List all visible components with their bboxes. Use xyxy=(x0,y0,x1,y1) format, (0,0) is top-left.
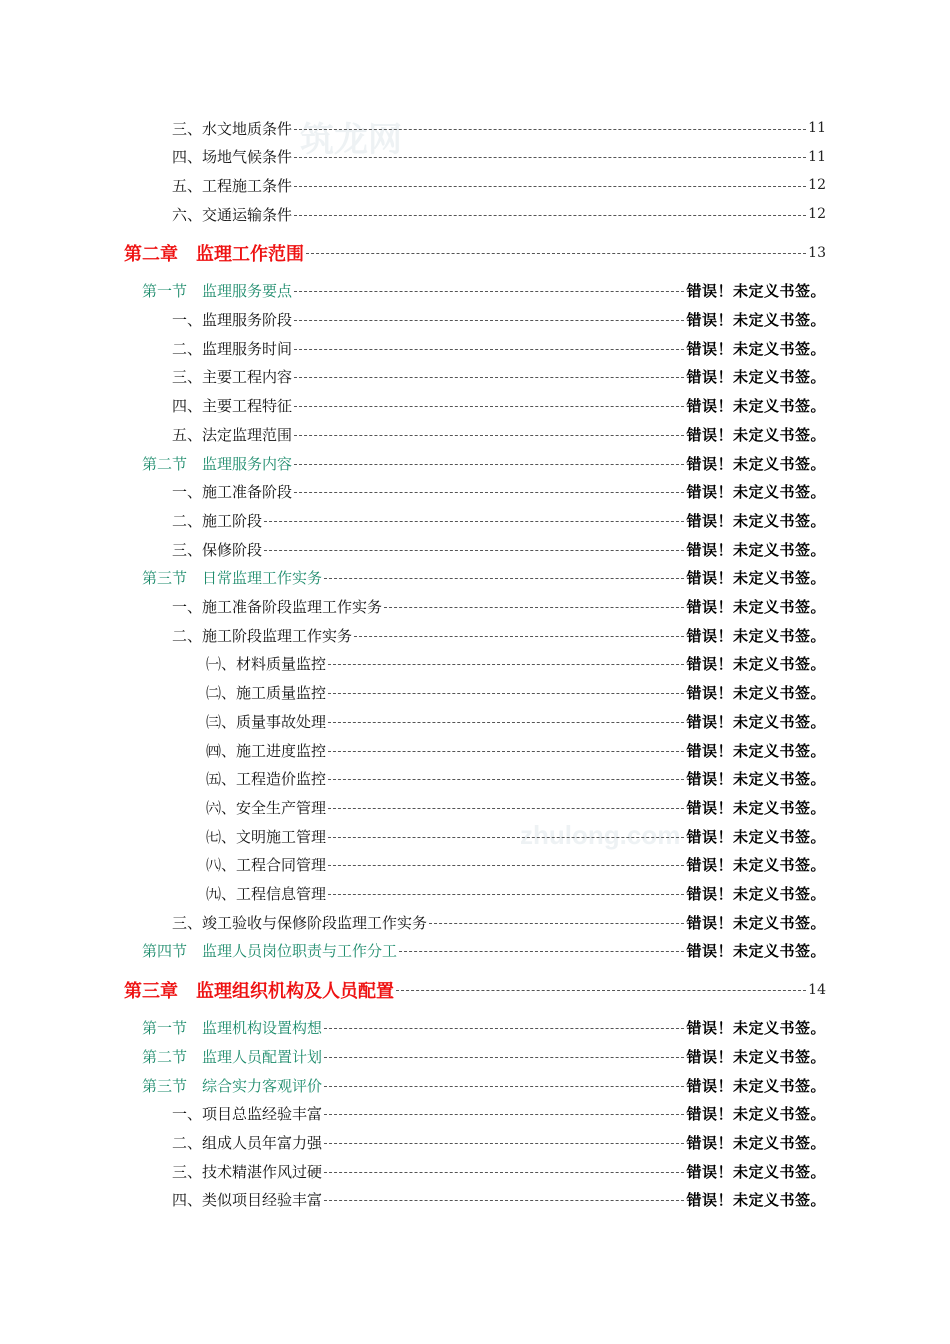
toc-entry[interactable] xyxy=(172,306,826,334)
toc-entry-title: ㈥、安全生产管理 xyxy=(206,798,327,817)
bookmark-error: 错误！未定义书签。 xyxy=(686,540,826,559)
toc-entry-title: 第三章 监理组织机构及人员配置 xyxy=(124,980,394,1002)
toc-entry-title: 三、保修阶段 xyxy=(172,540,263,559)
dot-leader xyxy=(294,492,684,493)
bookmark-error: 错误！未定义书签。 xyxy=(686,1047,826,1066)
dot-leader xyxy=(324,1143,684,1144)
bookmark-error: 错误！未定义书签。 xyxy=(686,1076,826,1095)
dot-leader xyxy=(294,129,806,130)
page-number: 12 xyxy=(808,206,826,223)
toc-entry[interactable] xyxy=(172,1157,826,1185)
bookmark-error: 错误！未定义书签。 xyxy=(686,655,826,674)
dot-leader xyxy=(328,722,684,723)
toc-entry[interactable] xyxy=(172,1186,826,1214)
toc-entry[interactable] xyxy=(206,679,826,707)
toc-entry-title: 三、技术精湛作风过硬 xyxy=(172,1162,323,1181)
toc-entry[interactable] xyxy=(172,334,826,362)
toc-entry[interactable] xyxy=(206,851,826,879)
dot-leader xyxy=(328,779,684,780)
toc-entry[interactable] xyxy=(172,200,826,228)
page-number: 12 xyxy=(808,177,826,194)
watermark-logo: 筑龙网 xyxy=(300,121,402,159)
bookmark-error: 错误！未定义书签。 xyxy=(686,454,826,473)
toc-entry[interactable] xyxy=(142,937,826,965)
dot-leader xyxy=(324,1086,684,1087)
bookmark-error: 错误！未定义书签。 xyxy=(686,1162,826,1181)
bookmark-error: 错误！未定义书签。 xyxy=(686,339,826,358)
toc-entry-title: 三、水文地质条件 xyxy=(172,119,293,138)
bookmark-error: 错误！未定义书签。 xyxy=(686,483,826,502)
toc-entry[interactable] xyxy=(206,822,826,850)
bookmark-error: 错误！未定义书签。 xyxy=(686,1105,826,1124)
bookmark-error: 错误！未定义书签。 xyxy=(686,770,826,789)
bookmark-error: 错误！未定义书签。 xyxy=(686,827,826,846)
toc-entry[interactable] xyxy=(206,736,826,764)
bookmark-error: 错误！未定义书签。 xyxy=(686,569,826,588)
toc-entry-title: 六、交通运输条件 xyxy=(172,205,293,224)
dot-leader xyxy=(294,435,684,436)
dot-leader xyxy=(294,186,806,187)
bookmark-error: 错误！未定义书签。 xyxy=(686,511,826,530)
dot-leader xyxy=(324,1172,684,1173)
toc-entry-title: ㈨、工程信息管理 xyxy=(206,885,327,903)
bookmark-error: 错误！未定义书签。 xyxy=(686,798,826,817)
toc-entry-title: ㈧、工程合同管理 xyxy=(206,856,327,875)
toc-entry[interactable] xyxy=(206,880,826,908)
dot-leader xyxy=(294,215,806,216)
toc-entry-title: ㈡、施工质量监控 xyxy=(206,684,327,703)
toc-entry[interactable] xyxy=(172,420,826,448)
toc-entry[interactable] xyxy=(172,171,826,199)
bookmark-error: 错误！未定义书签。 xyxy=(686,712,826,731)
toc-entry-title: 四、主要工程特征 xyxy=(172,397,293,416)
dot-leader xyxy=(294,464,684,465)
toc-entry-title: 四、场地气候条件 xyxy=(172,148,293,167)
watermark-url: zhulong.com xyxy=(520,820,681,850)
toc-entry[interactable] xyxy=(142,1014,826,1042)
toc-entry-title: 第三节 日常监理工作实务 xyxy=(142,569,323,588)
toc-entry-title: 第四节 监理人员岗位职责与工作分工 xyxy=(142,942,398,961)
dot-leader xyxy=(328,751,684,752)
toc-entry-title: 三、竣工验收与保修阶段监理工作实务 xyxy=(172,913,428,932)
bookmark-error: 错误！未定义书签。 xyxy=(686,282,826,301)
toc-entry-title: 二、施工阶段监理工作实务 xyxy=(172,626,353,645)
toc-entry-title: 五、法定监理范围 xyxy=(172,425,293,444)
toc-entry-title: 第一节 监理机构设置构想 xyxy=(142,1019,323,1038)
dot-leader xyxy=(294,320,684,321)
dot-leader xyxy=(328,865,684,866)
toc-entry-title: 第二节 监理服务内容 xyxy=(142,454,293,473)
toc-entry[interactable] xyxy=(124,976,826,1004)
toc-entry-title: 二、施工阶段 xyxy=(172,511,263,530)
toc-entry[interactable] xyxy=(172,114,826,142)
page-number: 14 xyxy=(808,981,826,998)
page-number: 11 xyxy=(808,148,826,165)
dot-leader xyxy=(328,837,684,838)
toc-entry[interactable] xyxy=(172,535,826,563)
bookmark-error: 错误！未定义书签。 xyxy=(686,885,826,903)
bookmark-error: 错误！未定义书签。 xyxy=(686,368,826,387)
toc-entry[interactable] xyxy=(172,143,826,171)
dot-leader xyxy=(324,1114,684,1115)
toc-entry[interactable] xyxy=(142,1071,826,1099)
toc-entry-title: 第三节 综合实力客观评价 xyxy=(142,1076,323,1095)
page-number: 11 xyxy=(808,120,826,136)
dot-leader xyxy=(399,951,684,952)
toc-entry-title: 一、监理服务阶段 xyxy=(172,311,293,329)
toc-entry[interactable] xyxy=(172,478,826,506)
bookmark-error: 错误！未定义书签。 xyxy=(686,1019,826,1038)
toc-entry[interactable] xyxy=(142,277,826,305)
toc-entry-title: 四、类似项目经验丰富 xyxy=(172,1191,323,1210)
dot-leader xyxy=(324,1057,684,1058)
dot-leader xyxy=(396,990,806,991)
dot-leader xyxy=(328,693,684,694)
toc-entry-title: 一、施工准备阶段 xyxy=(172,483,293,502)
toc-entry-title: 五、工程施工条件 xyxy=(172,176,293,195)
dot-leader xyxy=(328,808,684,809)
toc-entry[interactable] xyxy=(172,363,826,391)
toc-entry-title: ㈠、材料质量监控 xyxy=(206,655,327,674)
dot-leader xyxy=(294,349,684,350)
toc-entry-title: 第一节 监理服务要点 xyxy=(142,282,293,301)
toc-entry[interactable] xyxy=(142,449,826,477)
toc-entry[interactable] xyxy=(142,1042,826,1070)
toc-entry-title: 一、施工准备阶段监理工作实务 xyxy=(172,598,383,616)
toc-entry[interactable] xyxy=(206,650,826,678)
dot-leader xyxy=(294,377,684,378)
dot-leader xyxy=(294,157,806,158)
toc-entry[interactable] xyxy=(206,707,826,735)
toc-entry-title: 一、项目总监经验丰富 xyxy=(172,1105,323,1124)
bookmark-error: 错误！未定义书签。 xyxy=(686,626,826,645)
dot-leader xyxy=(429,923,684,924)
dot-leader xyxy=(354,636,684,637)
bookmark-error: 错误！未定义书签。 xyxy=(686,397,826,416)
toc-entry-title: 第二章 监理工作范围 xyxy=(124,243,304,265)
toc-entry[interactable] xyxy=(172,1128,826,1156)
toc-entry-title: ㈢、质量事故处理 xyxy=(206,712,327,731)
dot-leader xyxy=(324,578,684,579)
bookmark-error: 错误！未定义书签。 xyxy=(686,856,826,875)
toc-entry[interactable] xyxy=(172,908,826,936)
dot-leader xyxy=(294,406,684,407)
toc-entry[interactable] xyxy=(172,1100,826,1128)
toc-entry[interactable] xyxy=(172,621,826,649)
page-number: 13 xyxy=(808,244,826,261)
toc-entry-title: 第二节 监理人员配置计划 xyxy=(142,1047,323,1066)
toc-entry-title: 二、组成人员年富力强 xyxy=(172,1133,323,1152)
dot-leader xyxy=(264,521,684,522)
dot-leader xyxy=(294,291,684,292)
toc-entry-title: ㈣、施工进度监控 xyxy=(206,741,327,760)
toc-entry[interactable] xyxy=(142,564,826,592)
bookmark-error: 错误！未定义书签。 xyxy=(686,942,826,961)
dot-leader xyxy=(328,664,684,665)
toc-entry[interactable] xyxy=(172,506,826,534)
dot-leader xyxy=(328,894,684,895)
toc-entry-title: ㈤、工程造价监控 xyxy=(206,770,327,789)
bookmark-error: 错误！未定义书签。 xyxy=(686,684,826,703)
toc-entry[interactable] xyxy=(172,593,826,621)
bookmark-error: 错误！未定义书签。 xyxy=(686,425,826,444)
bookmark-error: 错误！未定义书签。 xyxy=(686,1133,826,1152)
toc-entry[interactable] xyxy=(172,392,826,420)
toc-entry-title: ㈦、文明施工管理 xyxy=(206,827,327,846)
dot-leader xyxy=(264,550,684,551)
toc-entry[interactable] xyxy=(124,239,826,267)
bookmark-error: 错误！未定义书签。 xyxy=(686,741,826,760)
toc-entry-title: 三、主要工程内容 xyxy=(172,368,293,387)
bookmark-error: 错误！未定义书签。 xyxy=(686,1191,826,1210)
dot-leader xyxy=(324,1028,684,1029)
toc-entry[interactable] xyxy=(206,765,826,793)
bookmark-error: 错误！未定义书签。 xyxy=(686,598,826,616)
bookmark-error: 错误！未定义书签。 xyxy=(686,913,826,932)
dot-leader xyxy=(306,253,806,254)
toc-entry-title: 二、监理服务时间 xyxy=(172,339,293,358)
toc-entry[interactable] xyxy=(206,793,826,821)
dot-leader xyxy=(324,1200,684,1201)
bookmark-error: 错误！未定义书签。 xyxy=(686,311,826,329)
dot-leader xyxy=(384,607,684,608)
